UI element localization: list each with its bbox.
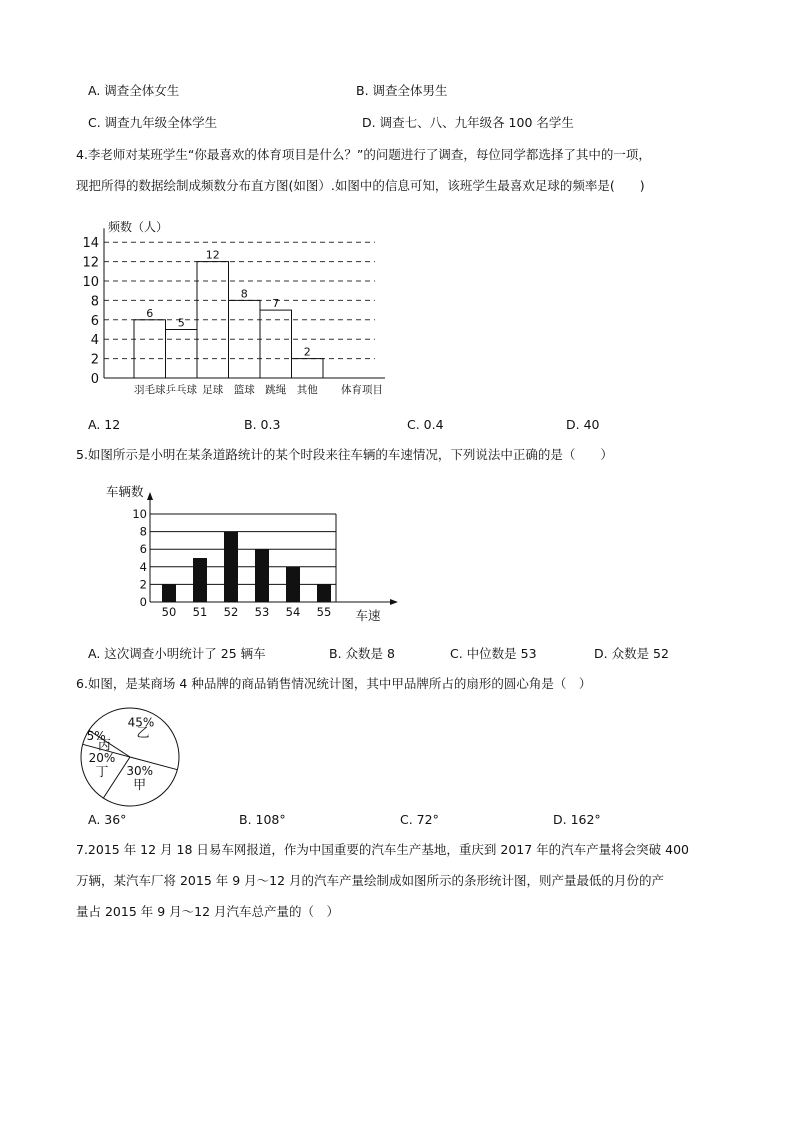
data-label: 7 [272, 297, 280, 311]
q6-option-d: D. 162° [553, 812, 601, 827]
slice-percent-label: 30% [126, 764, 154, 779]
q5-option-d: D. 众数是 52 [594, 646, 669, 661]
q4-line-1: 4.李老师对某班学生“你最喜欢的体育项目是什么？”的问题进行了调查，每位同学都选择了其中的一项， [76, 147, 651, 162]
q5-option-b: B. 众数是 8 [329, 646, 395, 661]
x-tick-label: 52 [223, 605, 239, 619]
y-tick-label: 12 [82, 255, 99, 271]
y-tick-label: 0 [90, 372, 99, 387]
q4-option-c: C. 0.4 [407, 417, 444, 432]
q6-option-c: C. 72° [400, 812, 439, 827]
x-tick-label: 乒乓球 [165, 384, 197, 396]
q3-option-a: A. 调查全体女生 [88, 83, 180, 98]
bar [255, 549, 269, 602]
slice-name-label: 乙 [136, 725, 150, 741]
x-tick-label: 足球 [202, 384, 224, 396]
bar [286, 567, 300, 602]
x-tick-label: 54 [285, 605, 301, 619]
pie-chart-brands [75, 702, 185, 812]
y-tick-label: 2 [90, 352, 99, 368]
y-tick-label: 10 [82, 275, 99, 290]
histogram-sports-chart [80, 214, 410, 399]
slice-percent-label: 20% [88, 750, 116, 765]
bar [166, 330, 198, 379]
y-tick-label: 6 [139, 542, 147, 557]
slice-name-label: 丙 [97, 738, 111, 754]
q4-line-2: 现把所得的数据绘制成频数分布直方图(如图）.如图中的信息可知，该班学生最喜欢足球的频率是( ) [76, 178, 645, 193]
data-label: 6 [146, 306, 154, 320]
slice-percent-label: 5% [86, 728, 106, 743]
y-tick-label: 4 [90, 333, 99, 349]
q4-option-a: A. 12 [88, 417, 121, 432]
bar [193, 558, 207, 602]
x-tick-label: 篮球 [233, 384, 255, 396]
y-tick-label: 14 [82, 236, 99, 252]
y-tick-label: 10 [132, 507, 147, 521]
x-tick-label: 其他 [296, 384, 318, 396]
slice-name-label: 甲 [133, 778, 147, 794]
bar-chart-vehicle-speed [100, 477, 410, 622]
y-axis-label: 车辆数 [106, 484, 144, 499]
slice-percent-label: 45% [127, 715, 155, 730]
x-tick-label: 羽毛球 [134, 384, 166, 396]
q4-option-d: D. 40 [566, 417, 600, 432]
q6-option-a: A. 36° [88, 812, 127, 827]
y-tick-label: 0 [139, 595, 147, 609]
bar [292, 359, 324, 378]
q7-line-1: 7.2015 年 12 月 18 日易车网报道，作为中国重要的汽车生产基地，重庆到 2017 年的汽车产量将会突破 400 [76, 842, 690, 857]
q3-option-d: D. 调查七、八、九年级各 100 名学生 [362, 115, 574, 130]
slice-name-label: 丁 [95, 764, 109, 780]
q5-line-1: 5.如图所示是小明在某条道路统计的某个时段来往车辆的车速情况，下列说法中正确的是（ ） [76, 447, 613, 462]
x-tick-label: 55 [316, 605, 332, 619]
y-tick-label: 4 [139, 559, 147, 574]
x-axis-label: 体育项目 [341, 384, 383, 396]
bar [224, 532, 238, 602]
bar [134, 320, 166, 378]
q4-option-b: B. 0.3 [244, 417, 281, 432]
q4-stem [76, 139, 728, 201]
q3-option-c: C. 调查九年级全体学生 [88, 115, 218, 130]
q7-stem [76, 834, 728, 927]
q3-option-b: B. 调查全体男生 [356, 83, 448, 98]
x-tick-label: 跳绳 [265, 384, 287, 396]
x-axis-arrow [390, 599, 398, 605]
data-label: 5 [177, 316, 185, 330]
data-label: 8 [240, 287, 248, 301]
x-tick-label: 50 [161, 605, 177, 619]
y-axis-arrow [147, 492, 153, 500]
q5-option-c: C. 中位数是 53 [450, 646, 537, 661]
q6-line-1: 6.如图，是某商场 4 种品牌的商品销售情况统计图，其中甲品牌所占的扇形的圆心角是（ ） [76, 676, 592, 691]
y-tick-label: 6 [90, 313, 99, 329]
y-tick-label: 8 [139, 524, 147, 539]
data-label: 2 [303, 345, 311, 359]
q7-line-3: 量占 2015 年 9 月～12 月汽车总产量的（ ） [76, 904, 340, 919]
data-label: 12 [205, 248, 220, 262]
bar [162, 584, 176, 602]
x-tick-label: 51 [192, 605, 208, 619]
y-tick-label: 2 [139, 577, 147, 592]
q6-stem [76, 668, 728, 699]
x-axis-label: 车速 [355, 608, 381, 623]
x-tick-label: 53 [254, 605, 270, 619]
q5-stem [76, 439, 728, 470]
y-axis-label: 频数（人） [108, 220, 169, 235]
bar [317, 584, 331, 602]
q6-option-b: B. 108° [239, 812, 286, 827]
y-tick-label: 8 [90, 294, 99, 310]
q5-option-a: A. 这次调查小明统计了 25 辆车 [88, 646, 266, 661]
q7-line-2: 万辆，某汽车厂将 2015 年 9 月～12 月的汽车产量绘制成如图所示的条形统计图，则产量最低的月份的产 [76, 873, 665, 888]
